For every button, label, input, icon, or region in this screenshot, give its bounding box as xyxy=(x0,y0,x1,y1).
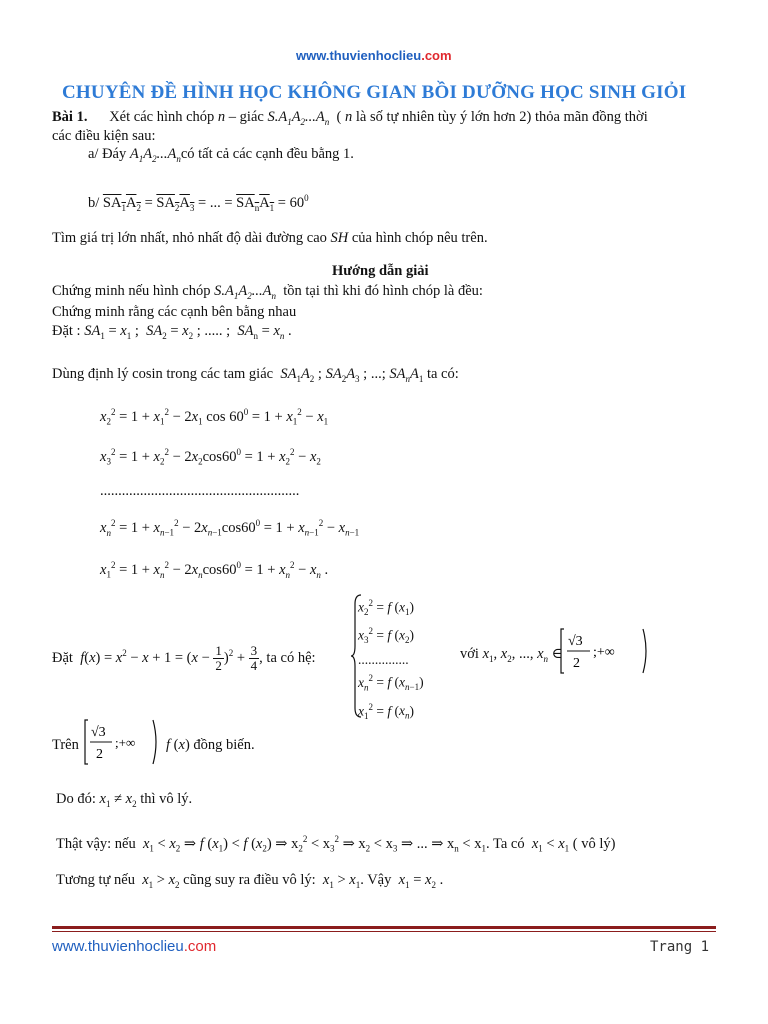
solution-line-1: Chứng minh nếu hình chóp $S.A_1A_2...A_n$ tồn tại thì khi đó hình chóp là đều: xyxy=(52,283,483,301)
domain-condition: với $x_1$, $x_2$, ..., $x_n$ ∈ xyxy=(460,646,563,664)
solution-line-4: Dùng định lý cosin trong các tam giác $SA_1A_2$ ; $SA_2A_3$ ; ...; $SA_nA_1$ ta có: xyxy=(52,366,459,384)
solution-heading: Hướng dẫn giải xyxy=(332,263,429,279)
problem-line-1: Bài 1. Xét các hình chóp n – giác $S.A_1A_2...A_n$ ( n là số tự nhiên tùy ý lớn hơn 2) thỏa mãn đồng thời xyxy=(52,109,648,127)
equation-dots: ....................................................... xyxy=(100,483,300,499)
equation-2: $x_3^2 = 1 + x_2^2 - 2x_2\cos 60^0 = 1 + x_2^2 - x_2$ xyxy=(100,447,321,467)
footer-url-domain: .com xyxy=(183,938,217,955)
header-url[interactable] xyxy=(296,48,452,63)
equation-4: $x_1^2 = 1 + x_n^2 - 2x_n\cos 60^0 = 1 + x_n^2 - x_n$ . xyxy=(100,560,329,580)
footer-url[interactable] xyxy=(52,938,216,955)
problem-line-2: các điều kiện sau: xyxy=(52,128,156,144)
svg-text:√3: √3 xyxy=(91,725,106,740)
equation-3: $x_n^2 = 1 + x_{n-1}^2 - 2x_{n-1}\cos 60^0 = 1 + x_{n-1}^2 - x_{n-1}$ xyxy=(100,518,360,538)
svg-text:;+∞: ;+∞ xyxy=(115,735,136,750)
footer-url-prefix: www.thuvienhoclieu xyxy=(52,938,184,955)
condition-b: b/ $SA_1A_2 = SA_2A_3$ = ... = $SA_nA_1 = 60^0$ xyxy=(88,193,309,213)
header-url-domain: .com xyxy=(421,48,452,63)
equation-1: $x_2^2 = 1 + x_1^2 - 2x_1$ $\cos 60^0 = 1 + x_1^2 - x_1$ xyxy=(100,407,329,427)
fraction-half: $\frac{1}{2}$ xyxy=(215,643,222,673)
footer-rule-thick xyxy=(52,926,716,929)
solution-line-3: Đặt : $SA_1 = x_1$ ; $SA_2 = x_2$ ; ..... ; $SA_n = x_n$ . xyxy=(52,323,292,341)
svg-text:√3: √3 xyxy=(568,634,583,649)
fraction-three-quarters: $\frac{3}{4}$ xyxy=(250,643,258,673)
svg-text:2: 2 xyxy=(573,656,580,671)
interval-bracket xyxy=(560,627,650,675)
svg-text:2: 2 xyxy=(96,747,103,762)
tuongtu-line: Tương tự nếu $x_1 > x_2$ cũng suy ra điều vô lý: $x_1 > x_1$. Vậy $x_1 = x_2$ . xyxy=(56,872,444,890)
condition-a: a/ Đáy $A_1A_2...A_ncó$ tất cả các cạnh đều bằng 1. xyxy=(88,146,354,164)
tren-function: f (x) đồng biến. xyxy=(166,737,255,753)
question: Tìm giá trị lớn nhất, nhỏ nhất độ dài đường cao SH của hình chóp nêu trên. xyxy=(52,230,488,246)
problem-label: Bài 1. xyxy=(52,109,88,125)
svg-text:;+∞: ;+∞ xyxy=(593,645,615,660)
function-def: Đặt $f(x) = x^2 - x + 1 = (x$ − $\frac{1}{2}$ )$^2$ + $\frac{3}{4}$ , ta có hệ: xyxy=(52,643,316,673)
thatvay-line: Thật vậy: nếu $x_1 < x_2$ ⇒ f $(x_1) < f$ $(x_2)$ ⇒ $x_2^2 < x_3^2$ ⇒ $x_2 < x_3$ ⇒ ... ⇒ $x_n < x_1$. Ta có $x_1 < x_1$ ( vô lý) xyxy=(56,834,616,854)
footer-rule-thin xyxy=(52,931,716,932)
header-url-prefix: www.thuvienhoclieu xyxy=(296,48,422,63)
document-title: CHUYÊN ĐỀ HÌNH HỌC KHÔNG GIAN BỒI DƯỠNG HỌC SINH GIỎI xyxy=(62,82,687,103)
tren-label: Trên xyxy=(52,737,79,753)
dodo-line: Do đó: $x_1 \ne x_2$ thì vô lý. xyxy=(56,791,193,809)
tren-interval xyxy=(84,718,160,766)
page-number: Trang 1 xyxy=(650,939,710,955)
solution-line-2: Chứng minh rằng các cạnh bên bằng nhau xyxy=(52,304,297,320)
equation-system: $x_2^2 = f$ $(x_1)$ $x_3^2 = f$ $(x_2)$ ............... $x_n^2 = f$ $(x_{n-1})$ $x_1^2 = f$ $(x_n)$ xyxy=(358,598,424,721)
